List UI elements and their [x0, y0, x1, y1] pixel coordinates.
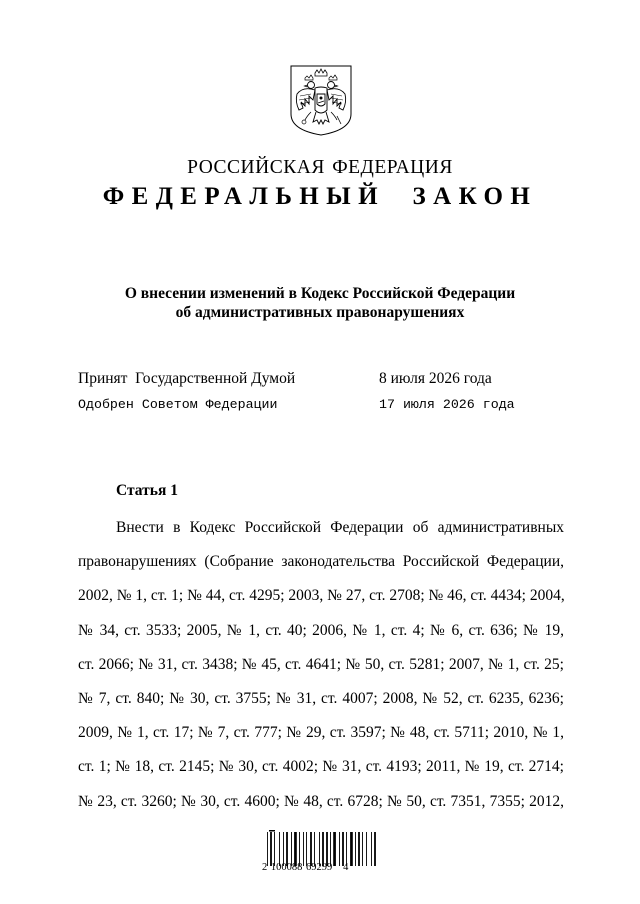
document-type: ФЕДЕРАЛЬНЫЙ ЗАКОН — [102, 183, 538, 210]
barcode-bar — [286, 832, 288, 866]
barcode-bar — [267, 832, 268, 866]
article-line: № 7, ст. 840; № 30, ст. 3755; № 31, ст. 4007; 2008, № 52, ст. 6235, 6236; — [78, 690, 564, 708]
barcode-bar — [283, 832, 284, 866]
barcode-bar — [279, 832, 280, 866]
adoption-row-council — [78, 397, 538, 412]
adoption-label-duma: Принят Государственной Думой — [78, 370, 296, 387]
article-line: 2009, № 1, ст. 17; № 7, ст. 777; № 29, ст. 3597; № 48, ст. 5711; 2010, № 1, — [78, 724, 564, 742]
barcode-bar — [362, 832, 363, 866]
article-line: Внести в Кодекс Российской Федерации об административных — [116, 519, 564, 536]
barcode-bar — [299, 832, 300, 866]
barcode-bar — [374, 832, 376, 866]
barcode-bar — [270, 832, 272, 866]
law-title-line-2: об административных правонарушениях — [175, 304, 465, 321]
article-line: № 23, ст. 3260; № 30, ст. 4600; № 48, ст. 6728; № 50, ст. 7351, 7355; 2012, — [78, 792, 564, 810]
article-heading: Статья 1 — [116, 482, 178, 499]
adoption-date-council: 17 июля 2026 года — [379, 397, 515, 412]
article-line: ст. 1; № 18, ст. 2145; № 30, ст. 4002; № 31, ст. 4193; 2011, № 19, ст. 2714; — [78, 758, 564, 776]
barcode-bar — [326, 832, 328, 866]
country-name: РОССИЙСКАЯ ФЕДЕРАЦИЯ — [187, 157, 453, 178]
barcode-mark — [269, 830, 275, 832]
barcode-bar — [333, 832, 336, 866]
barcode-bar — [355, 832, 356, 866]
barcode-bar — [350, 832, 353, 866]
barcode-bar — [346, 832, 347, 866]
barcode-bar — [310, 832, 312, 866]
article-line: ст. 2066; № 31, ст. 3438; № 45, ст. 4641; № 50, ст. 5281; 2007, № 1, ст. 25; — [78, 655, 564, 673]
barcode-bar — [366, 832, 367, 866]
barcode-bar — [319, 832, 320, 866]
article-line: правонарушениях (Собрание законодательства Российской Федерации, — [78, 553, 564, 571]
article-body — [78, 511, 564, 819]
barcode-bar — [330, 832, 331, 866]
article-line: № 34, ст. 3533; 2005, № 1, ст. 40; 2006, № 1, ст. 4; № 6, ст. 636; № 19, — [78, 621, 564, 639]
barcode-bar — [358, 832, 360, 866]
barcode-bar — [306, 832, 307, 866]
adoption-row-duma — [78, 370, 538, 388]
barcode-bar — [294, 832, 297, 866]
barcode-bar — [303, 832, 304, 866]
article-line: 2002, № 1, ст. 1; № 44, ст. 4295; 2003, № 27, ст. 2708; № 46, ст. 4434; 2004, — [78, 587, 565, 605]
barcode-bar — [342, 832, 344, 866]
barcode-bar — [322, 832, 324, 866]
adoption-label-council: Одобрен Советом Федерации — [78, 397, 278, 412]
barcode-bar — [291, 832, 292, 866]
barcode-bar — [339, 832, 340, 866]
law-title — [0, 284, 640, 322]
barcode-bar — [314, 832, 315, 866]
coat-of-arms-emblem — [289, 64, 353, 137]
barcode-digits: 2 100088 69299 4 — [262, 862, 349, 873]
law-title-line-1: О внесении изменений в Кодекс Российской Федерации — [124, 285, 516, 302]
barcode-bar — [371, 832, 372, 866]
adoption-date-duma: 8 июля 2026 года — [379, 370, 492, 387]
barcode-bar — [274, 832, 275, 866]
